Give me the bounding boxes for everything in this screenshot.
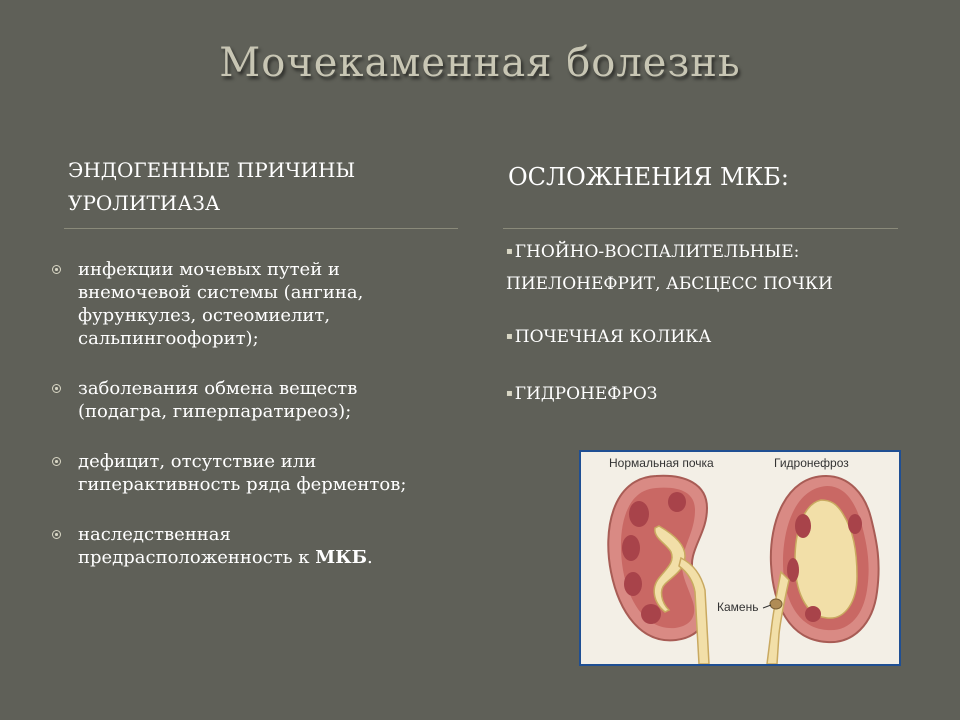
list-item: [48, 450, 448, 496]
circle-bullet-icon: [52, 457, 61, 466]
complication-1-line2: ПИЕЛОНЕФРИТ, АБСЦЕСС ПОЧКИ: [506, 274, 833, 294]
label-normal-kidney: Нормальная почка: [609, 456, 714, 470]
circle-bullet-icon: [52, 530, 61, 539]
complication-1-line1: ГНОЙНО-ВОСПАЛИТЕЛЬНЫЕ:: [514, 242, 800, 262]
label-stone: Камень: [717, 600, 759, 614]
slide-title: Мочекаменная болезнь: [219, 40, 741, 86]
kidney-illustration: [579, 450, 901, 666]
complication-item-1: [506, 236, 926, 300]
left-divider: [64, 228, 458, 229]
left-heading-line1: ЭНДОГЕННЫЕ ПРИЧИНЫ: [68, 158, 356, 182]
circle-bullet-icon: [52, 384, 61, 393]
left-heading-line2: УРОЛИТИАЗА: [68, 191, 220, 215]
stone-icon: [770, 599, 782, 609]
left-column-heading: [68, 154, 458, 220]
list-item: [48, 258, 448, 350]
normal-kidney-icon: [608, 476, 709, 664]
hydronephrosis-kidney-icon: [763, 476, 879, 664]
cause-text: инфекции мочевых путей и внемочевой системы (ангина, фурункулез, остеомиелит, сальпингоофорит);: [78, 259, 364, 349]
square-bullet-icon: ▪: [506, 388, 513, 399]
causes-list: [48, 258, 448, 596]
circle-bullet-icon: [52, 265, 61, 274]
label-hydronephrosis: Гидронефроз: [774, 456, 849, 470]
list-item: [48, 523, 448, 569]
complication-3-text: ГИДРОНЕФРОЗ: [514, 384, 658, 404]
cause-end: .: [366, 547, 373, 568]
kidney-drawing: [581, 452, 899, 664]
right-divider: [503, 228, 898, 229]
square-bullet-icon: ▪: [506, 331, 513, 342]
list-item: [48, 377, 448, 423]
cause-text: наследственная предрасположенность к: [78, 524, 316, 568]
square-bullet-icon: ▪: [506, 246, 513, 257]
cause-text: дефицит, отсутствие или гиперактивность ряда ферментов;: [78, 451, 407, 495]
complication-item-3: [506, 378, 926, 410]
complication-2-text: ПОЧЕЧНАЯ КОЛИКА: [514, 327, 712, 347]
cause-bold-abbrev: МКБ: [315, 547, 367, 568]
complication-item-2: [506, 321, 926, 353]
right-column-heading: ОСЛОЖНЕНИЯ МКБ:: [508, 163, 789, 191]
cause-text: заболевания обмена веществ (подагра, гиперпаратиреоз);: [78, 378, 358, 422]
